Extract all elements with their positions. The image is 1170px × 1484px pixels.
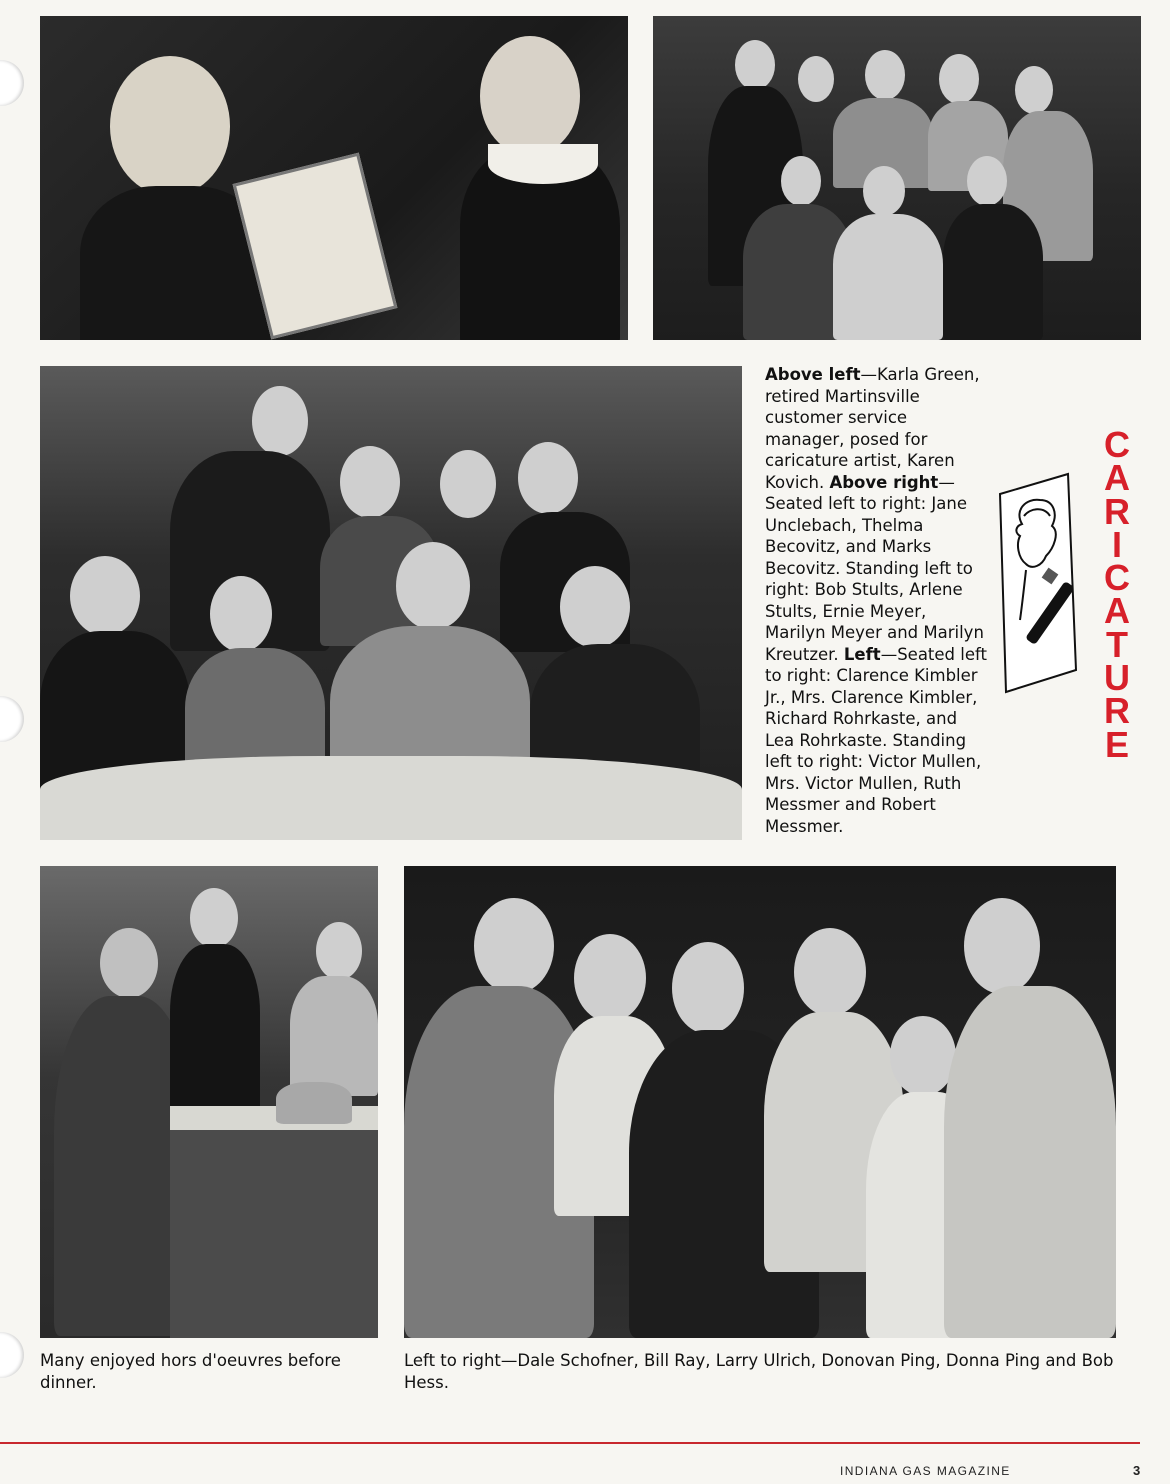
title-letter: A (1104, 590, 1130, 632)
caption-label-left: Left (843, 644, 881, 664)
caption-buffet: Many enjoyed hors d'oeuvres before dinner. (40, 1351, 341, 1392)
title-letter: I (1111, 523, 1122, 565)
title-letter: C (1104, 424, 1130, 465)
caption-text-above-left: —Karla Green, retired Martinsville customer service manager, posed for caricature artist, Karen Kovich. (765, 365, 980, 492)
caption-text-left: —Seated left to right: Clarence Kimbler Jr., Mrs. Clarence Kimbler, Richard Rohrkaste, and Lea Rohrkaste. Standing left to right: Victor Mullen, Mrs. Victor Mullen, Ruth Messmer and Robert Messmer. (765, 644, 987, 836)
group-photo-becovitz (653, 16, 1141, 340)
person-body (290, 976, 378, 1096)
footer-rule (0, 1442, 1140, 1444)
caricature-artist-photo (40, 16, 628, 340)
person-head (964, 898, 1040, 994)
person-head (865, 50, 905, 100)
person-head (890, 1016, 956, 1096)
title-letter: C (1104, 557, 1130, 599)
person-head (396, 542, 470, 630)
person-head (340, 446, 400, 518)
buffet-photo (40, 866, 378, 1338)
person-head (781, 156, 821, 206)
caption-label-above-left: Above left (765, 365, 861, 384)
buffet-table (170, 1106, 378, 1338)
dinner-table (40, 756, 742, 840)
person-body (833, 214, 943, 340)
person-head (939, 54, 979, 104)
person-head (574, 934, 646, 1022)
title-letter: R (1104, 490, 1130, 532)
caption-label-above-right: Above right (829, 472, 939, 492)
person-head (316, 922, 362, 980)
caricature-vertical-title (1096, 424, 1138, 765)
group-photo-six (404, 866, 1116, 1338)
artist-head (110, 56, 230, 196)
binder-hole-bottom (0, 1332, 24, 1378)
title-letter: R (1104, 690, 1130, 732)
caption-text-above-right: —Seated left to right: Jane Unclebach, Thelma Becovitz, and Marks Becovitz. Standing left to right: Bob Stults, Arlene Stults, Ernie Meyer, Marilyn Meyer and Marilyn Kreutzer. (765, 472, 984, 664)
page-number: 3 (1133, 1463, 1141, 1478)
person-body (170, 944, 260, 1114)
person-head (1015, 66, 1053, 114)
person-head (794, 928, 866, 1016)
person-head (190, 888, 238, 948)
person-head (440, 450, 496, 518)
person-head (672, 942, 744, 1034)
person-head (474, 898, 554, 994)
person-head (560, 566, 630, 648)
title-letter: U (1104, 657, 1130, 699)
title-letter: T (1106, 623, 1128, 665)
person-head (518, 442, 578, 514)
person-body (943, 204, 1043, 340)
chafing-dish (276, 1082, 352, 1124)
title-letter: E (1104, 723, 1129, 765)
person-head (735, 40, 775, 90)
table-group-photo (40, 366, 742, 840)
footer-magazine-title: INDIANA GAS MAGAZINE (840, 1464, 1011, 1478)
caricature-sketch-illustration (996, 470, 1080, 694)
person-body (944, 986, 1116, 1338)
title-letter: A (1104, 457, 1130, 499)
subject-collar (488, 144, 598, 184)
person-head (210, 576, 272, 652)
person-head (70, 556, 140, 636)
binder-hole-top (0, 60, 24, 106)
person-head (863, 166, 905, 216)
caption-group: Left to right—Dale Schofner, Bill Ray, Larry Ulrich, Donovan Ping, Donna Ping and Bob Hess. (404, 1351, 1114, 1392)
person-head (252, 386, 308, 456)
side-caption (765, 364, 987, 837)
person-head (100, 928, 158, 998)
subject-head (480, 36, 580, 156)
person-head (967, 156, 1007, 206)
person-head (798, 56, 834, 102)
binder-hole-middle (0, 696, 24, 742)
